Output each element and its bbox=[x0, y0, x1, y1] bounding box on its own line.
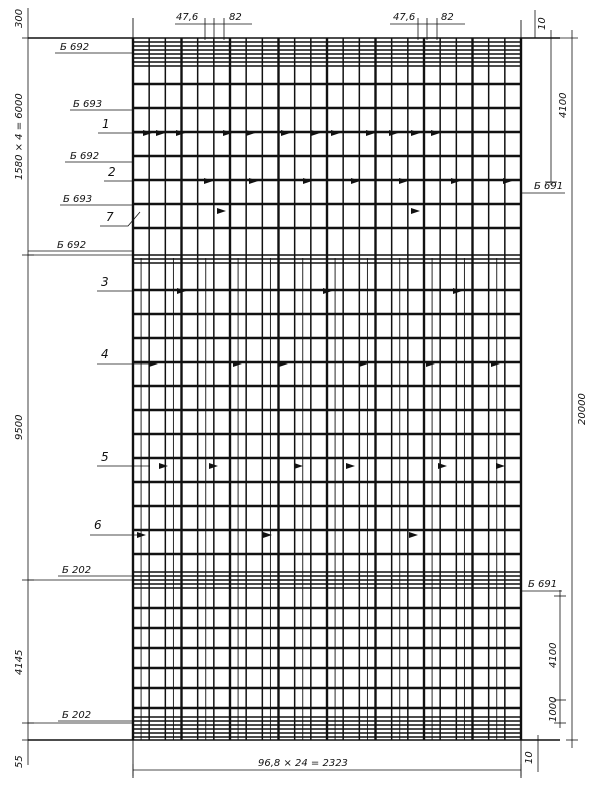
callout-number-3: 3 bbox=[101, 275, 109, 289]
dim-top-spacing-a2: 47,6 bbox=[393, 12, 416, 23]
top-spacing-dimensions bbox=[175, 10, 548, 40]
callout-3 bbox=[97, 275, 133, 291]
left-dimension-chain bbox=[14, 8, 133, 768]
arrow-marker bbox=[496, 463, 505, 469]
dim-bottom-right-small: 10 bbox=[524, 751, 535, 764]
bar-label-b202-b: Б 202 bbox=[62, 710, 92, 721]
reinforcement-grid bbox=[133, 38, 521, 740]
arrow-marker bbox=[294, 463, 303, 469]
dim-top-spacing-a1: 47,6 bbox=[176, 12, 199, 23]
bar-label-b692-b: Б 692 bbox=[70, 151, 100, 162]
bar-label-b693-c: Б 693 bbox=[63, 194, 93, 205]
dim-right-lower: 4100 bbox=[548, 642, 559, 668]
bar-label-b202-a: Б 202 bbox=[62, 565, 92, 576]
dim-bottom-left: 55 bbox=[14, 755, 25, 768]
dim-bottom-total: 96,8 × 24 = 2323 bbox=[258, 758, 348, 769]
dim-right-total: 20000 bbox=[577, 393, 588, 425]
bar-label-b692-top: Б 692 bbox=[60, 42, 90, 53]
callout-number-4: 4 bbox=[101, 347, 109, 361]
dim-top-left: 300 bbox=[14, 8, 25, 28]
callout-number-2: 2 bbox=[108, 165, 116, 179]
callout-number-7: 7 bbox=[106, 210, 114, 224]
dim-top-right-small: 10 bbox=[537, 17, 548, 30]
arrow-marker bbox=[411, 208, 420, 214]
callout-1 bbox=[98, 117, 150, 133]
callout-2 bbox=[104, 165, 133, 181]
dim-top-spacing-b1: 82 bbox=[229, 12, 242, 23]
dim-left-upper: 1580 × 4 = 6000 bbox=[14, 93, 25, 180]
bar-label-b692-mid: Б 692 bbox=[57, 240, 87, 251]
bar-label-b691-lower: Б 691 bbox=[528, 579, 558, 590]
callout-number-6: 6 bbox=[94, 518, 102, 532]
dim-right-upper: 4100 bbox=[558, 92, 569, 118]
arrow-marker bbox=[346, 463, 355, 469]
callout-number-1: 1 bbox=[102, 117, 110, 131]
dim-left-lower: 4145 bbox=[14, 649, 25, 675]
bar-label-b691-upper: Б 691 bbox=[534, 181, 564, 192]
arrow-marker bbox=[438, 463, 447, 469]
bar-label-b693-a: Б 693 bbox=[73, 99, 103, 110]
bar-labels-right bbox=[521, 181, 565, 591]
arrow-marker bbox=[217, 208, 226, 214]
right-dimensions bbox=[545, 30, 588, 748]
dim-left-middle: 9500 bbox=[14, 414, 25, 440]
callout-number-5: 5 bbox=[101, 450, 109, 464]
dim-top-spacing-b2: 82 bbox=[441, 12, 454, 23]
dim-right-bottom: 1000 bbox=[548, 696, 559, 722]
bar-labels-left bbox=[28, 42, 133, 721]
bottom-dimension bbox=[133, 735, 538, 776]
arrow-marker bbox=[409, 532, 418, 538]
arrow-marker bbox=[159, 463, 168, 469]
